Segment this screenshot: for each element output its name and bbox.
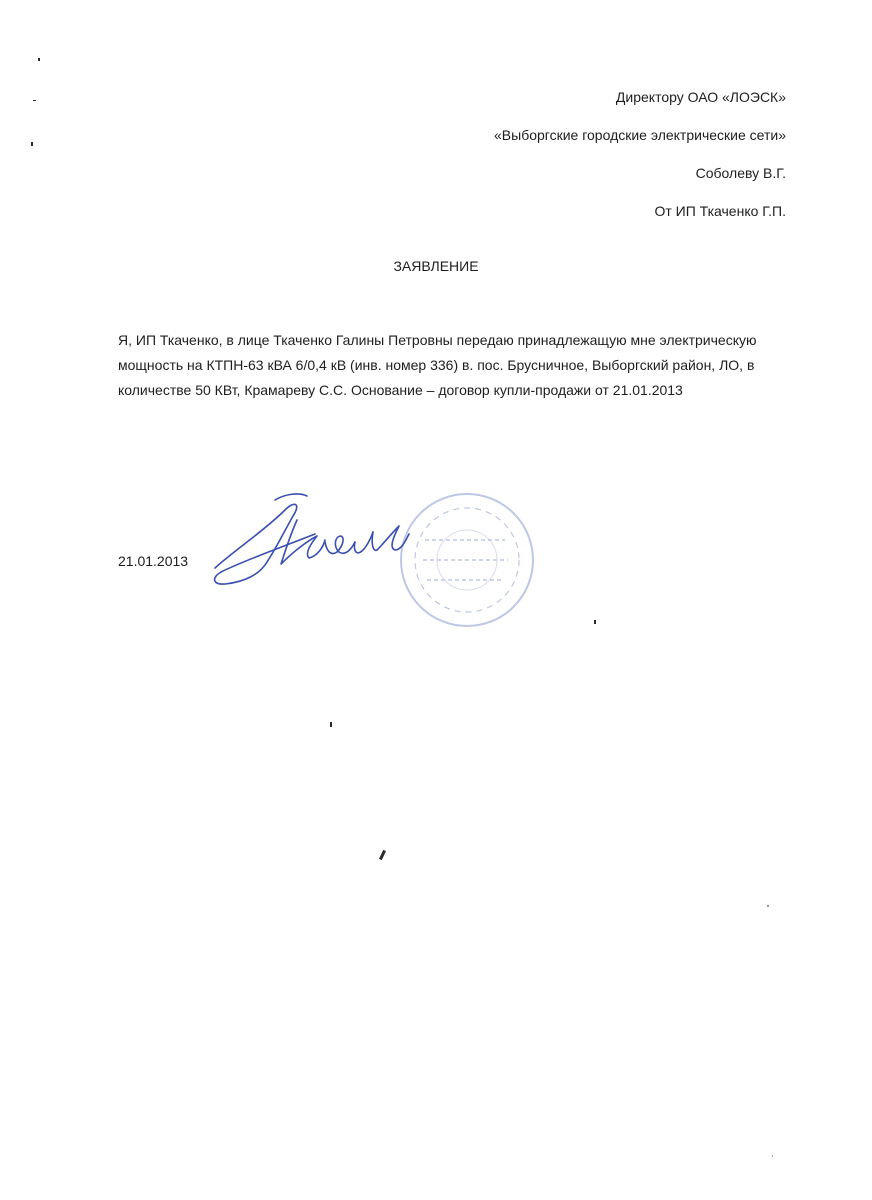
scan-speck — [767, 905, 769, 907]
document-date: 21.01.2013 — [118, 553, 189, 569]
addressee-line-sender: От ИП Ткаченко Г.П. — [654, 203, 786, 219]
scan-speck — [379, 850, 386, 860]
scan-speck — [772, 1155, 773, 1157]
scan-speck — [38, 58, 40, 61]
addressee-line-director: Директору ОАО «ЛОЭСК» — [615, 89, 786, 105]
addressee-block — [494, 78, 786, 230]
scan-speck — [33, 100, 36, 101]
statement-line-1: Я, ИП Ткаченко, в лице Ткаченко Галины Петровны передаю принадлежащую мне электрическую — [118, 332, 757, 348]
scan-speck — [330, 722, 332, 727]
scan-speck — [31, 142, 33, 146]
addressee-line-organization: «Выборгские городские электрические сети» — [494, 127, 786, 143]
statement-line-3: количестве 50 КВт, Крамареву С.С. Основание – договор купли-продажи от 21.01.2013 — [118, 382, 683, 398]
document-title: ЗАЯВЛЕНИЕ — [393, 258, 479, 274]
statement-body — [118, 328, 798, 403]
statement-line-2: мощность на КТПН-63 кВА 6/0,4 кВ (инв. номер 336) в. пос. Брусничное, Выборгский район, ЛО, в — [118, 357, 755, 373]
handwritten-signature — [205, 490, 425, 600]
scan-speck — [594, 620, 596, 624]
addressee-line-name: Соболеву В.Г. — [695, 165, 786, 181]
